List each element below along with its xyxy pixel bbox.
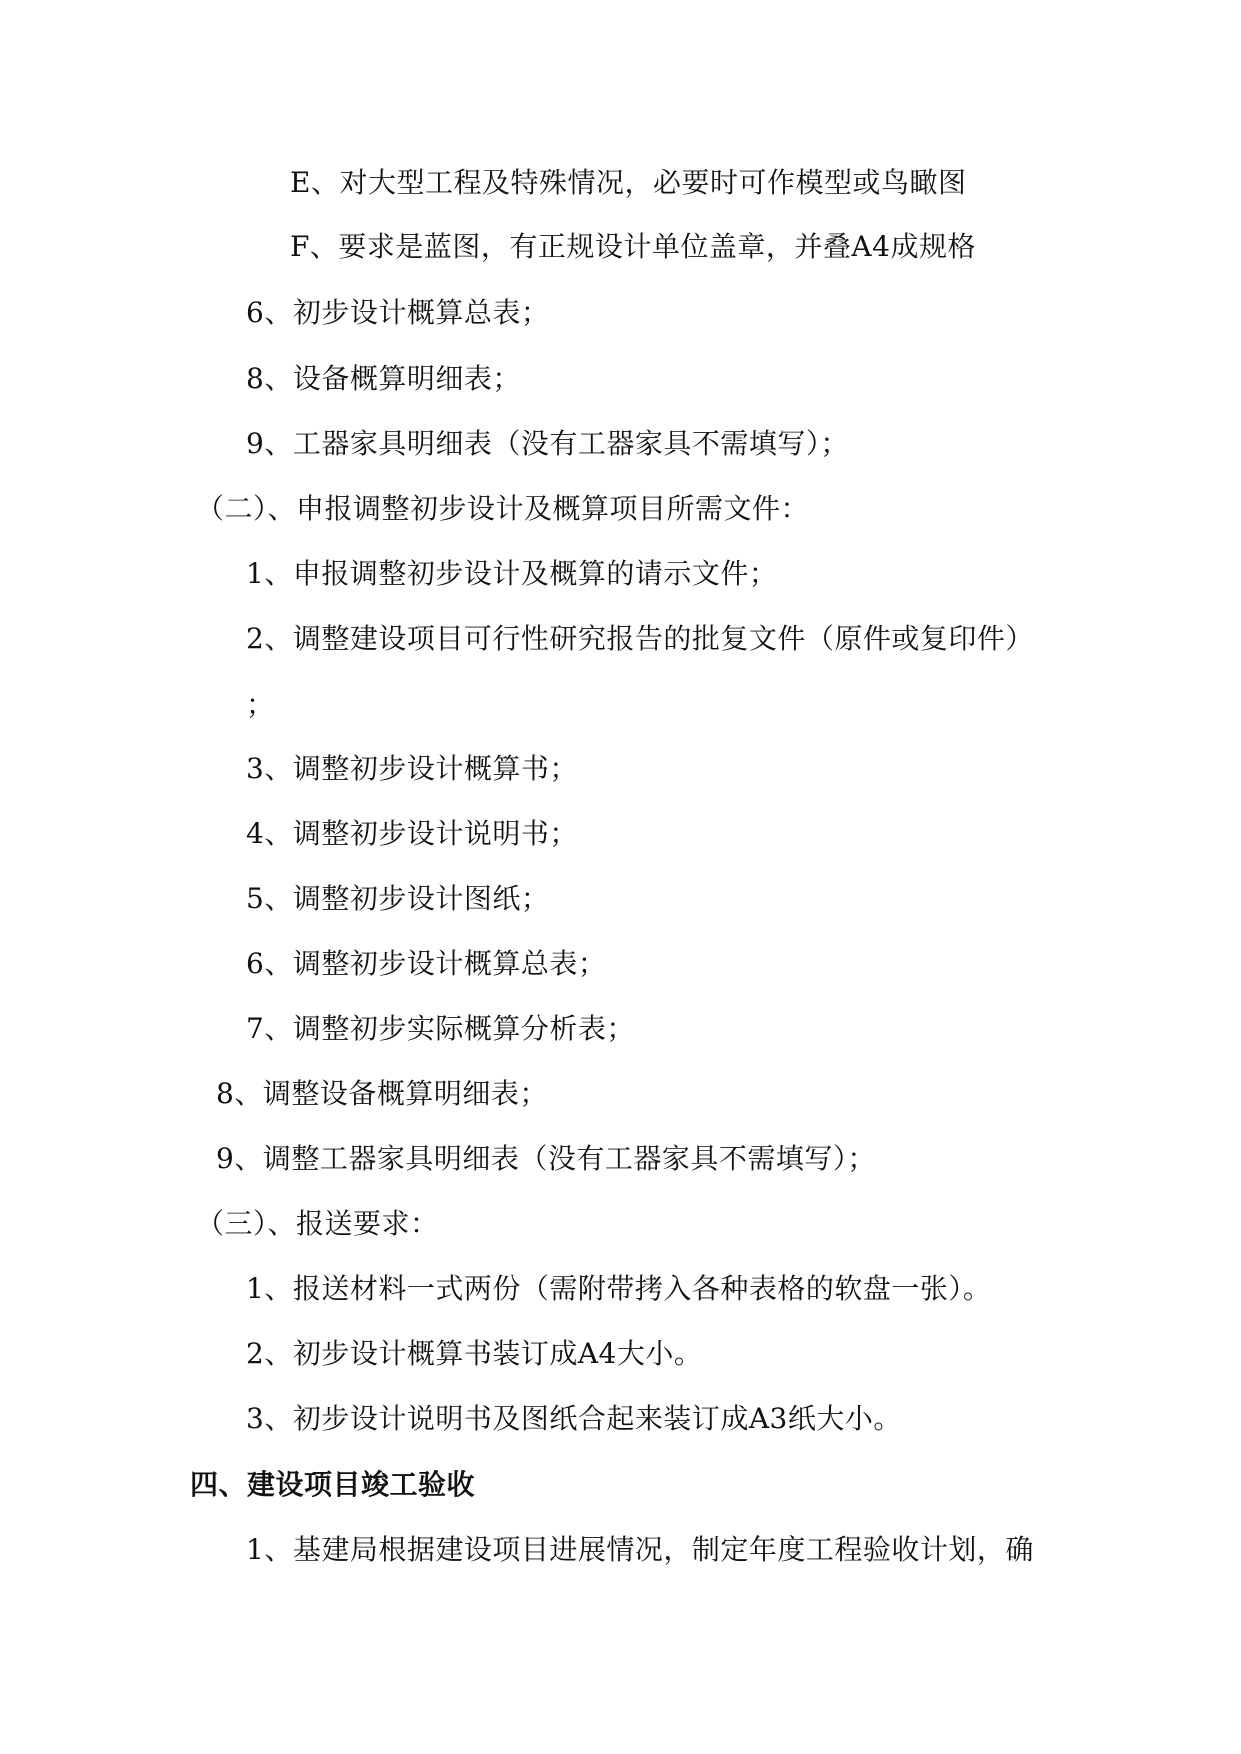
text-line-2-2-cont: ； [246, 688, 275, 721]
text-line-2-6: 6、调整初步设计概算总表； [246, 947, 607, 980]
text-line-3-3: 3、初步设计说明书及图纸合起来装订成A3纸大小。 [246, 1402, 902, 1435]
text-line-2-3: 3、调整初步设计概算书； [246, 752, 578, 785]
text-line-2-9: 9、调整工器家具明细表（没有工器家具不需填写）； [216, 1142, 876, 1175]
text-line-6: 6、初步设计概算总表； [246, 296, 550, 329]
text-line-2-4: 4、调整初步设计说明书； [246, 817, 578, 850]
text-line-4-1: 1、基建局根据建设项目进展情况，制定年度工程验收计划，确 [246, 1533, 1034, 1566]
text-line-3-2: 2、初步设计概算书装订成A4大小。 [246, 1337, 703, 1370]
text-line-9: 9、工器家具明细表（没有工器家具不需填写）； [246, 427, 849, 460]
text-line-2-8: 8、调整设备概算明细表； [216, 1077, 548, 1110]
text-line-2-5: 5、调整初步设计图纸； [246, 882, 550, 915]
section-heading-2: （二）、申报调整初步设计及概算项目所需文件： [196, 492, 810, 525]
text-line-3-1: 1、报送材料一式两份（需附带拷入各种表格的软盘一张）。 [246, 1272, 992, 1305]
text-line-2-7: 7、调整初步实际概算分析表； [246, 1012, 635, 1045]
text-line-f: F、要求是蓝图，有正规设计单位盖章，并叠A4成规格 [290, 230, 976, 263]
section-heading-4: 四、建设项目竣工验收 [190, 1468, 476, 1501]
section-heading-3: （三）、报送要求： [196, 1207, 439, 1240]
text-line-2-2: 2、调整建设项目可行性研究报告的批复文件（原件或复印件） [246, 622, 1034, 655]
text-line-e: E、对大型工程及特殊情况，必要时可作模型或鸟瞰图 [290, 166, 967, 199]
text-line-8: 8、设备概算明细表； [246, 362, 521, 395]
text-line-2-1: 1、申报调整初步设计及概算的请示文件； [246, 557, 778, 590]
